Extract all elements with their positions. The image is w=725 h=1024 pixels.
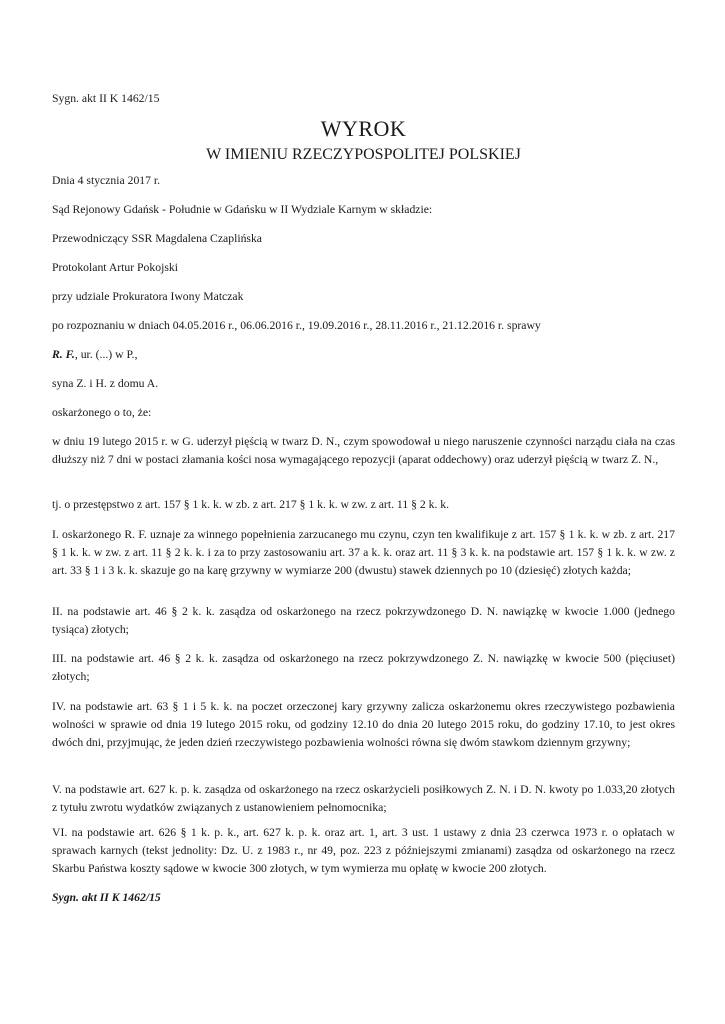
hearing-dates: po rozpoznaniu w dniach 04.05.2016 r., 06.06.2016 r., 19.09.2016 r., 28.11.2016 r., 21.12.2016 r. sprawy	[52, 319, 541, 332]
case-number-bottom: Sygn. akt II K 1462/15	[52, 891, 161, 904]
ruling-item-5: V. na podstawie art. 627 k. p. k. zasądza od oskarżonego na rzecz oskarżycieli posiłkowych Z. N. i D. N. kwoty po 1.033,20 złotych z tytułu zwrotu wydatków związanych z ustanowieniem pełnomocnika;	[52, 783, 675, 814]
presiding-judge: Przewodniczący SSR Magdalena Czaplińska	[52, 232, 262, 245]
legal-basis: tj. o przestępstwo z art. 157 § 1 k. k. w zb. z art. 217 § 1 k. k. w zw. z art. 11 § 2 k. k.	[52, 498, 450, 511]
ruling-item-3: III. na podstawie art. 46 § 2 k. k. zasądza od oskarżonego na rzecz pokrzywdzonego Z. N. nawiązkę w kwocie 500 (pięciuset) złotych;	[52, 652, 675, 683]
defendant-name: R. F.	[52, 348, 75, 361]
accused-of-line: oskarżonego o to, że:	[52, 406, 152, 419]
defendant-birth: , ur. (...) w P.,	[74, 348, 138, 361]
court-clerk: Protokolant Artur Pokojski	[52, 261, 178, 274]
charge-paragraph: w dniu 19 lutego 2015 r. w G. uderzył pięścią w twarz D. N., czym spowodował u niego naruszenie czynności narządu ciała na czas dłuższy niż 7 dni w postaci złamania kości nosa wymagającego repozycji (aparat oddechowy) oraz uderzył pięścią w twarz Z. N.,	[52, 435, 675, 466]
case-number-top: Sygn. akt II K 1462/15	[52, 92, 160, 105]
court-line: Sąd Rejonowy Gdańsk - Południe w Gdańsku w II Wydziale Karnym w składzie:	[52, 203, 433, 216]
defendant-line	[52, 346, 675, 364]
ruling-item-6: VI. na podstawie art. 626 § 1 k. p. k., art. 627 k. p. k. oraz art. 1, art. 3 ust. 1 ustawy z dnia 23 czerwca 1973 r. o opłatach w sprawach karnych (tekst jednolity: Dz. U. z 1983 r., nr 49, poz. 223 z późniejszymi zmianami) zasądza od oskarżonego na rzecz Skarbu Państwa koszty sądowe w kwocie 300 złotych, w tym wymierza mu opłatę w kwocie 200 złotych.	[52, 826, 675, 875]
ruling-item-4: IV. na podstawie art. 63 § 1 i 5 k. k. na poczet orzeczonej kary grzywny zalicza oskarżonemu okres rzeczywistego pozbawienia wolności w sprawie od dnia 19 lutego 2015 roku, od godziny 12.10 do dnia 20 lutego 2015 roku, do godziny 17.10, to jest okres dwóch dni, przyjmując, że jeden dzień rzeczywistego pozbawienia wolności równa się dwóm stawkom dziennym grzywny;	[52, 700, 675, 749]
date-line: Dnia 4 stycznia 2017 r.	[52, 174, 161, 187]
judgment-subtitle: W IMIENIU RZECZYPOSPOLITEJ POLSKIEJ	[206, 146, 521, 163]
ruling-item-1: I. oskarżonego R. F. uznaje za winnego popełnienia zarzucanego mu czynu, czyn ten kwalifikuje z art. 157 § 1 k. k. w zb. z art. 217 § 1 k. k. w zw. z art. 11 § 2 k. k. i za to przy zastosowaniu art. 37 a k. k. oraz art. 11 § 3 k. k. na podstawie art. 157 § 1 k. k. w zw. z art. 33 § 1 i 3 k. k. skazuje go na karę grzywny w wymiarze 200 (dwustu) stawek dziennych po 10 (dziesięć) złotych każda;	[52, 528, 675, 577]
prosecutor-line: przy udziale Prokuratora Iwony Matczak	[52, 290, 244, 303]
parents-line: syna Z. i H. z domu A.	[52, 377, 159, 390]
judgment-title: WYROK	[320, 116, 407, 141]
ruling-item-2: II. na podstawie art. 46 § 2 k. k. zasądza od oskarżonego na rzecz pokrzywdzonego D. N. nawiązkę w kwocie 1.000 (jednego tysiąca) złotych;	[52, 605, 675, 636]
